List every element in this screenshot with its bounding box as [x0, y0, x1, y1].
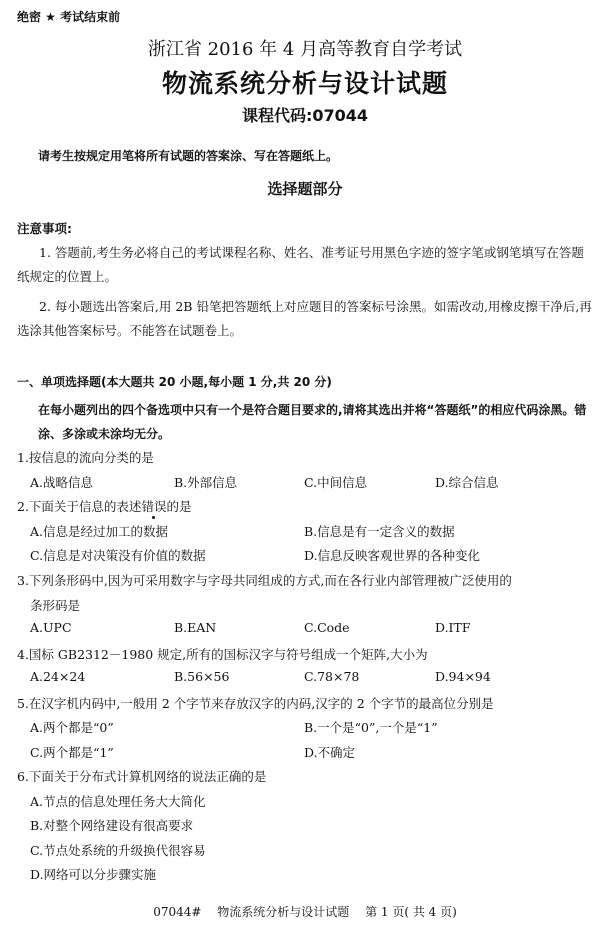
question-stem: 1.按信息的流向分类的是: [17, 450, 154, 465]
exam-title: 物流系统分析与设计试题: [161, 69, 448, 98]
question-stem: 4.国标 GB2312－1980 规定,所有的国标汉字与符号组成一个矩阵,大小为: [17, 647, 428, 662]
option-a: A.两个都是“0”: [30, 720, 114, 735]
note-item: 1. 答题前,考生务必将自己的考试课程名称、姓名、准考证号用黑色字迹的签字笔或钢笔填写在答题纸规定的位置上。: [17, 245, 584, 284]
option-c: C.中间信息: [304, 475, 368, 490]
answer-instruction: 请考生按规定用笔将所有试题的答案涂、写在答题纸上。: [38, 149, 339, 163]
notes-title: 注意事项:: [17, 221, 72, 236]
option-b: B.56×56: [174, 669, 230, 684]
option-a: A.信息是经过加工的数据: [30, 524, 169, 539]
footer-title: 物流系统分析与设计试题: [217, 905, 350, 919]
option-d: D.综合信息: [435, 475, 499, 490]
course-code: 课程代码:07044: [241, 106, 369, 125]
question-stem: 5.在汉字机内码中,一般用 2 个字节来存放汉字的内码,汉字的 2 个字节的最高位分别是: [17, 696, 494, 711]
option-b: B.对整个网络建设有很高要求: [30, 818, 194, 833]
question-stem: 6.下面关于分布式计算机网络的说法正确的是: [17, 769, 267, 784]
confidential-mark: 绝密 ★ 考试结束前: [17, 10, 121, 24]
option-d: D.ITF: [435, 620, 471, 635]
option-a: A.24×24: [30, 669, 86, 684]
question-stem: 3.下列条形码中,因为可采用数字与字母共同组成的方式,而在各行业内部管理被广泛使用的: [17, 573, 512, 588]
option-c: C.两个都是“1”: [30, 745, 114, 760]
footer-code: 07044#: [153, 905, 202, 919]
option-d: D.不确定: [304, 745, 356, 760]
option-b: B.信息是有一定含义的数据: [304, 524, 455, 539]
option-d: D.94×94: [435, 669, 491, 684]
option-c: C.78×78: [304, 669, 360, 684]
option-c: C.Code: [304, 620, 350, 635]
note-item: 2. 每小题选出答案后,用 2B 铅笔把答题纸上对应题目的答案标号涂黑。如需改动,用橡皮擦干净后,再选涂其他答案标号。不能答在试题卷上。: [17, 299, 592, 338]
exam-session-line: 浙江省 2016 年 4 月高等教育自学考试: [147, 39, 463, 60]
option-d: D.信息反映客观世界的各种变化: [304, 548, 481, 563]
option-b: B.EAN: [174, 620, 217, 635]
option-b: B.外部信息: [174, 475, 238, 490]
question-stem-post: 的是: [166, 499, 192, 514]
part-instruction: 在每小题列出的四个备选项中只有一个是符合题目要求的,请将其选出并将“答题纸”的相应代码涂黑。错涂、多涂或未涂均无分。: [38, 403, 587, 441]
option-a: A.战略信息: [30, 475, 94, 490]
option-a: A.节点的信息处理任务大大简化: [30, 794, 206, 809]
question-stem: [17, 497, 191, 515]
page-footer: [0, 903, 610, 920]
option-b: B.一个是“0”,一个是“1”: [304, 720, 438, 735]
part-title: 一、单项选择题(本大题共 20 小题,每小题 1 分,共 20 分): [17, 375, 332, 389]
question-stem-pre: 2.下面关于信息的表述: [17, 499, 142, 514]
footer-page-number: 第 1 页( 共 4 页): [365, 905, 457, 919]
option-c: C.信息是对决策没有价值的数据: [30, 548, 206, 563]
question-stem-cont: 条形码是: [30, 598, 81, 613]
section-heading: 选择题部分: [267, 180, 343, 198]
emphasized-word: 错误: [141, 499, 167, 514]
option-c: C.节点处系统的升级换代很容易: [30, 843, 206, 858]
option-a: A.UPC: [30, 620, 72, 635]
option-d: D.网络可以分步骤实施: [30, 867, 157, 882]
